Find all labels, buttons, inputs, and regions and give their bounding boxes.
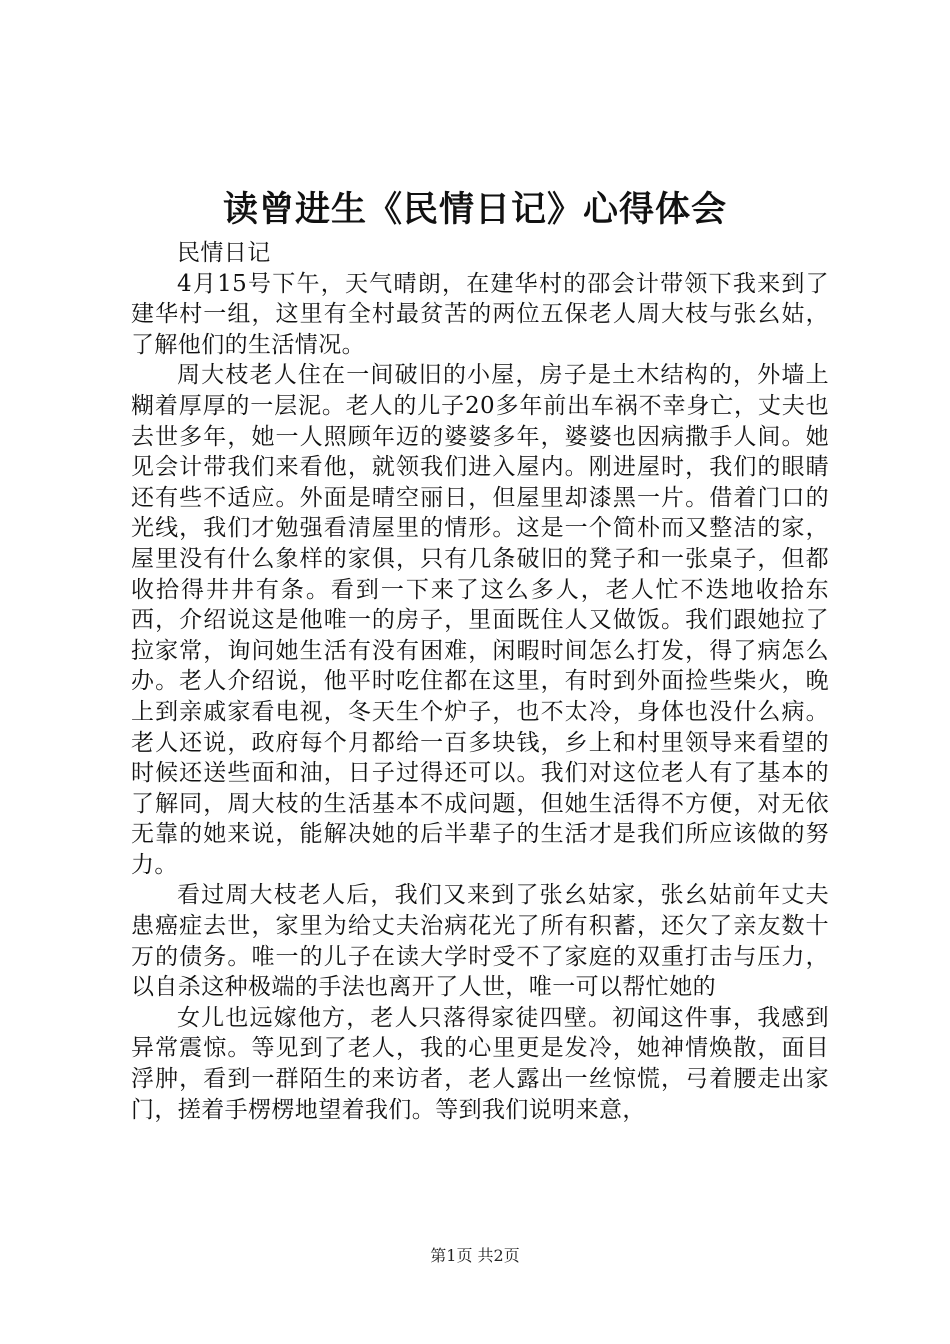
- paragraph-3: 看过周大枝老人后，我们又来到了张幺姑家，张幺姑前年丈夫患癌症去世，家里为给丈夫治病花光了所有积蓄，还欠了亲友数十万的债务。唯一的儿子在读大学时受不了家庭的双重打击与压力，以自杀这种极端的手法也离开了人世，唯一可以帮忙她的: [131, 882, 829, 1001]
- paragraph-2: 周大枝老人住在一间破旧的小屋，房子是土木结构的，外墙上糊着厚厚的一层泥。老人的儿子20多年前出车祸不幸身亡，丈夫也去世多年，她一人照顾年迈的婆婆多年，婆婆也因病撒手人间。她见会计带我们来看他，就领我们进入屋内。刚进屋时，我们的眼睛还有些不适应。外面是晴空丽日，但屋里却漆黑一片。借着门口的光线，我们才勉强看清屋里的情形。这是一个简朴而又整洁的家，屋里没有什么象样的家俱，只有几条破旧的凳子和一张桌子，但都收拾得井井有条。看到一下来了这么多人，老人忙不迭地收拾东西，介绍说这是他唯一的房子，里面既住人又做饭。我们跟她拉了拉家常，询问她生活有没有困难，闲暇时间怎么打发，得了病怎么办。老人介绍说，他平时吃住都在这里，有时到外面捡些柴火，晚上到亲戚家看电视，冬天生个炉子，也不太冷，身体也没什么病。老人还说，政府每个月都给一百多块钱，乡上和村里领导来看望的时候还送些面和油，日子过得还可以。我们对这位老人有了基本的了解同，周大枝的生活基本不成问题，但她生活得不方便，对无依无靠的她来说，能解决她的后半辈子的生活才是我们所应该做的努力。: [131, 362, 829, 878]
- paragraph-1: 4月15号下午，天气晴朗，在建华村的邵会计带领下我来到了建华村一组，这里有全村最贫苦的两位五保老人周大枝与张幺姑，了解他们的生活情况。: [131, 270, 829, 358]
- paragraph-4: 女儿也远嫁他方，老人只落得家徒四壁。初闻这件事，我感到异常震惊。等见到了老人，我的心里更是发冷，她神情焕散，面目浮肿，看到一群陌生的来访者，老人露出一丝惊慌，弓着腰走出家门，搓着手楞楞地望着我们。等到我们说明来意，: [131, 1004, 829, 1123]
- page-footer: 第1页 共2页: [430, 1246, 520, 1265]
- paragraph-heading: 民情日记: [177, 240, 271, 266]
- document-body: [131, 238, 829, 1125]
- document-title: 读曾进生《民情日记》心得体会: [222, 189, 727, 230]
